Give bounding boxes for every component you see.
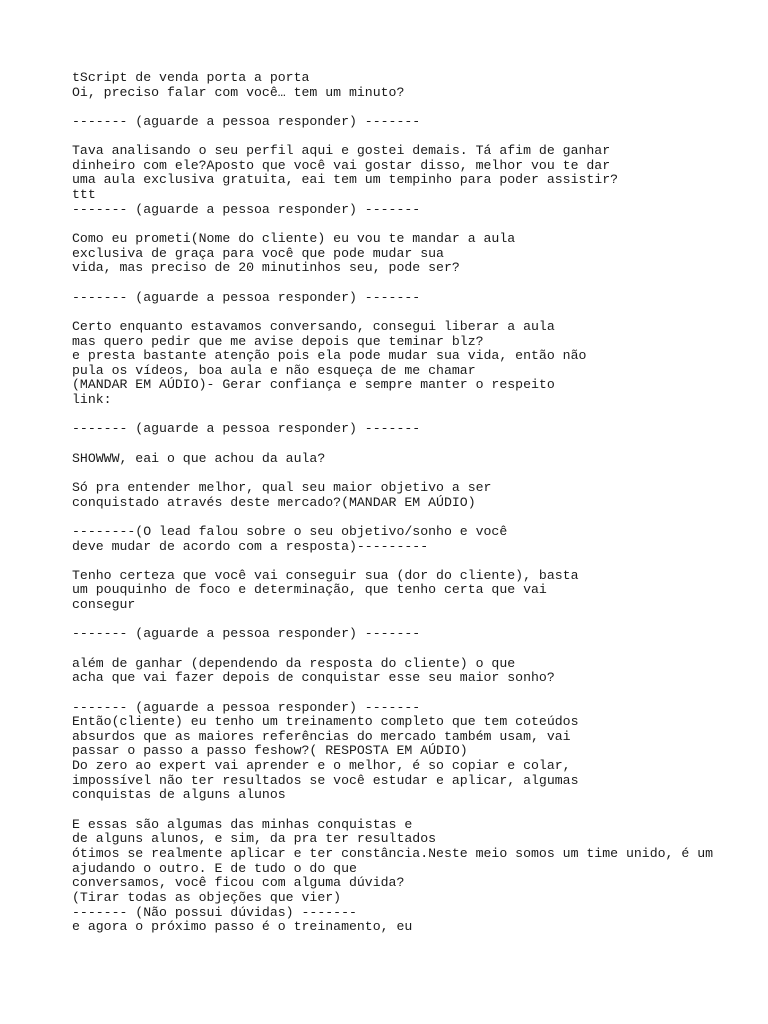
text-line: exclusiva de graça para você que pode mudar sua <box>72 245 444 261</box>
separator-line: ------- (aguarde a pessoa responder) ------- <box>72 626 421 642</box>
text-line: Só pra entender melhor, qual seu maior objetivo a ser <box>72 479 492 495</box>
blank-line <box>72 686 752 701</box>
document-page <box>72 71 752 935</box>
text-line: e presta bastante atenção pois ela pode mudar sua vida, então não <box>72 348 587 364</box>
blank-line <box>72 408 752 423</box>
text-line: vida, mas preciso de 20 minutinhos seu, pode ser? <box>72 260 460 276</box>
blank-line <box>72 437 752 452</box>
text-line: Como eu prometi(Nome do cliente) eu vou te mandar a aula <box>72 231 516 247</box>
text-line: acha que vai fazer depois de conquistar esse seu maior sonho? <box>72 670 555 686</box>
text-line: consegur <box>72 597 136 613</box>
blank-line <box>72 466 752 481</box>
text-line: ótimos se realmente aplicar e ter constância.Neste meio somos um time unido, é um <box>72 845 714 861</box>
text-line: conquistado através deste mercado?(MANDAR EM AÚDIO) <box>72 494 476 510</box>
text-line: ajudando o outro. E de tudo o do que <box>72 860 357 876</box>
text-line: E essas são algumas das minhas conquistas e <box>72 816 413 832</box>
blank-line <box>72 276 752 291</box>
blank-line <box>72 510 752 525</box>
blank-line <box>72 100 752 115</box>
text-line: Do zero ao expert vai aprender e o melhor, é so copiar e colar, <box>72 758 571 774</box>
separator-line: ------- (aguarde a pessoa responder) ------- <box>72 699 421 715</box>
separator-line: ------- (aguarde a pessoa responder) ------- <box>72 201 421 217</box>
text-line: dinheiro com ele?Aposto que você vai gostar disso, melhor vou te dar <box>72 157 611 173</box>
separator-line: ------- (aguarde a pessoa responder) ------- <box>72 421 421 437</box>
text-line: deve mudar de acordo com a resposta)--------- <box>72 538 429 554</box>
separator-line: ------- (Não possui dúvidas) ------- <box>72 904 357 920</box>
text-line: Tenho certeza que você vai conseguir sua (dor do cliente), basta <box>72 567 579 583</box>
text-line: pula os vídeos, boa aula e não esqueça de me chamar <box>72 362 476 378</box>
blank-line <box>72 613 752 628</box>
text-line: além de ganhar (dependendo da resposta do cliente) o que <box>72 655 516 671</box>
text-line: um pouquinho de foco e determinação, que tenho certa que vai <box>72 582 547 598</box>
text-line: impossível não ter resultados se você estudar e aplicar, algumas <box>72 772 579 788</box>
blank-line <box>72 130 752 145</box>
text-line: de alguns alunos, e sim, da pra ter resultados <box>72 831 437 847</box>
text-line: Oi, preciso falar com você… tem um minuto? <box>72 84 405 100</box>
text-line: Então(cliente) eu tenho um treinamento completo que tem coteúdos <box>72 714 579 730</box>
text-line: Tava analisando o seu perfil aqui e gostei demais. Tá afim de ganhar <box>72 143 611 159</box>
text-line: SHOWWW, eai o que achou da aula? <box>72 450 326 466</box>
text-line: tScript de venda porta a porta <box>72 70 310 85</box>
text-line: conquistas de alguns alunos <box>72 787 286 803</box>
text-line: link: <box>72 392 112 408</box>
separator-line: ------- (aguarde a pessoa responder) ------- <box>72 289 421 305</box>
blank-line <box>72 642 752 657</box>
text-line: mas quero pedir que me avise depois que teminar blz? <box>72 333 484 349</box>
text-line: uma aula exclusiva gratuita, eai tem um tempinho para poder assistir? <box>72 172 619 188</box>
blank-line <box>72 217 752 232</box>
blank-line <box>72 305 752 320</box>
text-line: e agora o próximo passo é o treinamento, eu <box>72 919 413 935</box>
text-line: (Tirar todas as objeções que vier) <box>72 889 342 905</box>
text-line: passar o passo a passo feshow?( RESPOSTA EM AÚDIO) <box>72 743 468 759</box>
text-line: Certo enquanto estavamos conversando, consegui liberar a aula <box>72 318 555 334</box>
text-line: conversamos, você ficou com alguma dúvida? <box>72 875 405 891</box>
separator-line: --------(O lead falou sobre o seu objetivo/sonho e você <box>72 523 508 539</box>
separator-line: ------- (aguarde a pessoa responder) ------- <box>72 113 421 129</box>
text-line: absurdos que as maiores referências do mercado também usam, vai <box>72 728 571 744</box>
blank-line <box>72 554 752 569</box>
blank-line <box>72 803 752 818</box>
text-line: ttt <box>72 187 96 203</box>
text-line: (MANDAR EM AÚDIO)- Gerar confiança e sempre manter o respeito <box>72 377 555 393</box>
